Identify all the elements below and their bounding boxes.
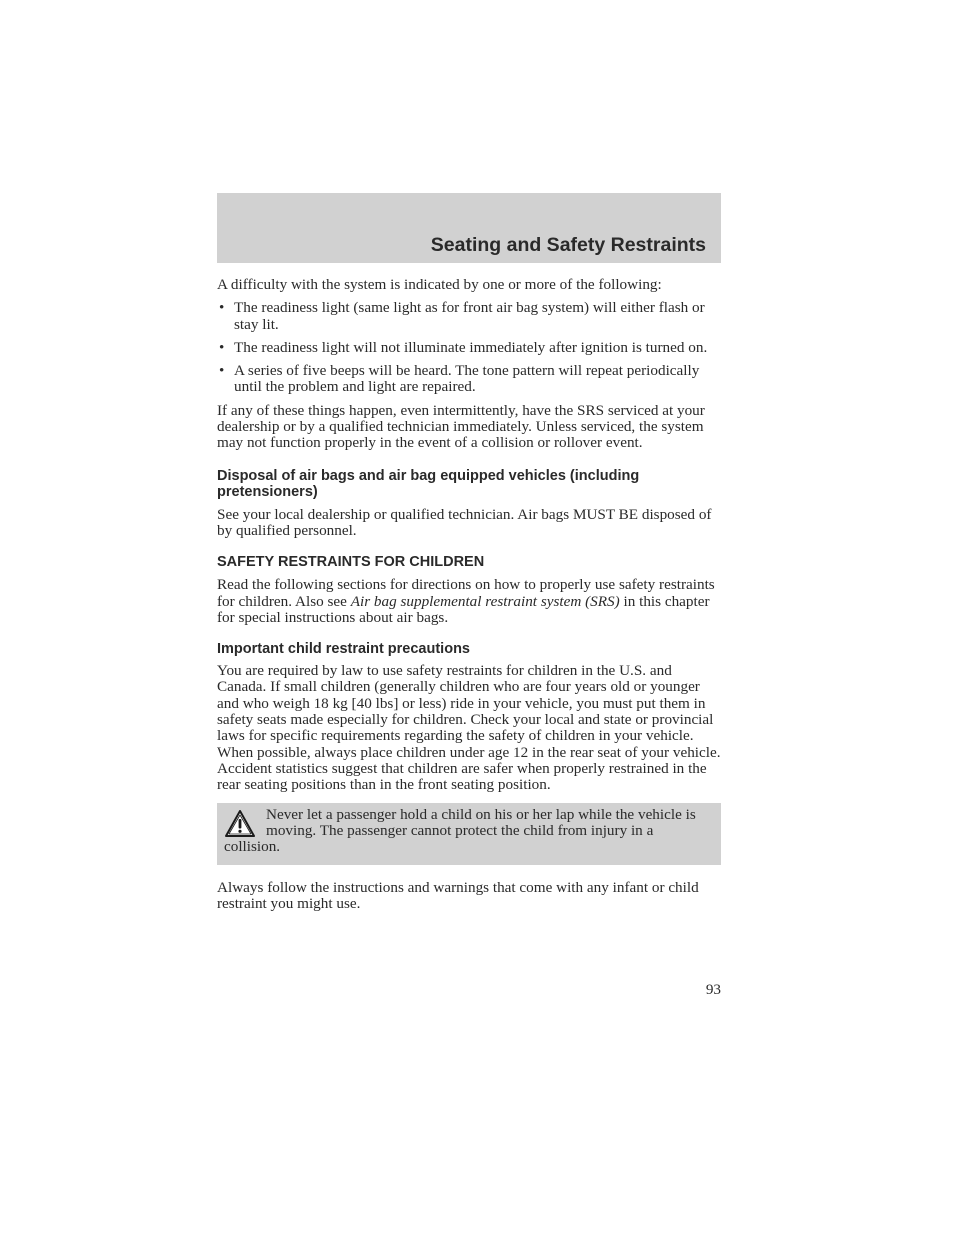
intro-paragraph: A difficulty with the system is indicated by one or more of the following: [217,276,662,293]
difficulty-list [217,300,721,395]
bullet-icon: • [219,299,225,317]
warning-text: Never let a passenger hold a child on his or her lap while the vehicle is moving. The passenger cannot protect the child from injury in a collision. [224,805,696,856]
disposal-heading: Disposal of air bags and air bag equipped vehicles (including pretensioners) [217,467,640,500]
list-item [217,340,721,356]
disposal-paragraph: See your local dealership or qualified technician. Air bags MUST BE disposed of by qualified personnel. [217,505,712,539]
children-heading: SAFETY RESTRAINTS FOR CHILDREN [217,554,485,571]
list-item-text: The readiness light (same light as for front air bag system) will either flash or stay lit. [234,299,705,333]
warning-triangle-icon [224,809,256,839]
page-title: Seating and Safety Restraints [430,234,706,256]
bullet-icon: • [219,338,225,356]
page-content [217,277,721,912]
page-number: 93 [705,981,721,998]
list-item-text: A series of five beeps will be heard. The tone pattern will repeat periodically until the problem and light are repaired. [234,362,700,396]
children-text-end: in this chapter for special instructions about air bags. [217,592,710,626]
children-text-start: Read the following sections for directions on how to properly use safety restraints for children. Also see [217,576,715,610]
list-item [217,363,721,396]
list-item-text: The readiness light will not illuminate immediately after ignition is turned on. [234,338,708,356]
warning-box [217,803,721,865]
bullet-icon: • [219,362,225,380]
list-item [217,300,721,333]
header-band [217,193,721,263]
precautions-heading: Important child restraint precautions [217,641,470,658]
children-paragraph [217,577,721,626]
closing-paragraph: Always follow the instructions and warnings that come with any infant or child restraint you might use. [217,878,699,912]
precautions-paragraph: You are required by law to use safety restraints for children in the U.S. and Canada. If small children (generally children who are four years old or younger and who weigh 18 kg [40 lbs] or less) ride in your vehicle, you must put them in safety seats made especially for children. Check your local and state or provincial laws for specific requirements regarding the safety of children in your vehicle. When possible, always place children under age 12 in the rear seat of your vehicle. Accident statistics suggest that children are safer when properly restrained in the rear seating positions than in the front seating position. [217,662,721,794]
srs-cross-reference: Air bag supplemental restraint system (SRS) [350,592,620,610]
srs-service-paragraph: If any of these things happen, even intermittently, have the SRS serviced at your dealership or by a qualified technician immediately. Unless serviced, the system may not function properly in the event of a collision or rollover event. [217,401,705,452]
